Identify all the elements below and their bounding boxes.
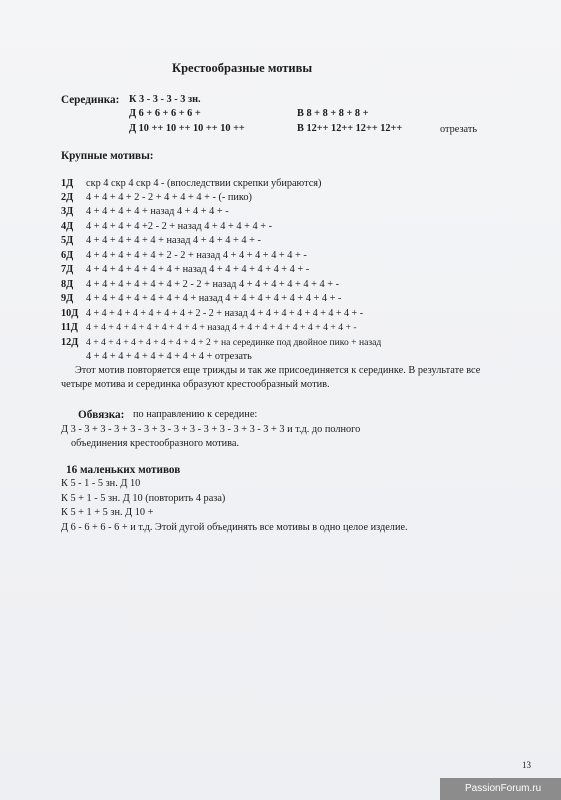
center-d2-row: Д 10 ++ 10 ++ 10 ++ 10 ++: [129, 123, 245, 134]
small-row: Д 6 - 6 + 6 - 6 + и т.д. Этой дугой объединять все мотивы в одно целое изделие.: [61, 522, 408, 533]
center-d-row: Д 6 + 6 + 6 + 6 +: [129, 108, 201, 119]
row-number: 8Д: [61, 279, 74, 290]
page-title: Крестообразные мотивы: [172, 61, 313, 75]
row-text: 4 + 4 + 4 + 4 + 4 + 4 + 4 + 2 - 2 + назад 4 + 4 + 4 + 4 + 4 + 4 + 4 + -: [86, 308, 364, 319]
row-number: 5Д: [61, 235, 74, 246]
small-row: К 5 + 1 + 5 зн. Д 10 +: [61, 507, 154, 518]
binding-line-1: Д 3 - 3 + 3 - 3 + 3 - 3 + 3 - 3 + 3 - 3 + 3 - 3 + 3 - 3 + 3 и т.д. до полного: [61, 424, 361, 435]
row-text: 4 + 4 + 4 + 4 + 4 + 4 + 4 + назад 4 + 4 + 4 + 4 + 4 + 4 + 4 + -: [86, 293, 342, 304]
center-b2-row: В 12++ 12++ 12++ 12++: [297, 123, 403, 134]
row-number: 12Д: [61, 337, 79, 348]
center-b-row: В 8 + 8 + 8 + 8 +: [297, 108, 369, 119]
center-k-row: К 3 - 3 - 3 - 3 зн.: [129, 94, 201, 105]
row-number: 7Д: [61, 264, 74, 275]
row-text: 4 + 4 + 4 + 4 +2 - 2 + назад 4 + 4 + 4 + 4 + -: [86, 221, 273, 232]
note-line-2: четыре мотива и серединка образуют крестообразный мотив.: [61, 379, 330, 390]
row-number: 11Д: [61, 322, 78, 333]
row-text: 4 + 4 + 4 + 4 + 4 + назад 4 + 4 + 4 + 4 + -: [86, 235, 261, 246]
row-text: 4 + 4 + 4 + 4 + 4 + 2 - 2 + назад 4 + 4 + 4 + 4 + 4 + -: [86, 250, 307, 261]
row-12-continuation: 4 + 4 + 4 + 4 + 4 + 4 + 4 + 4 + отрезать: [86, 351, 252, 362]
row-number: 3Д: [61, 206, 74, 217]
row-number: 9Д: [61, 293, 74, 304]
small-motifs-label: 16 маленьких мотивов: [66, 464, 181, 476]
row-text: 4 + 4 + 4 + 4 + назад 4 + 4 + 4 + -: [86, 206, 229, 217]
page-number: 13: [522, 760, 531, 770]
center-label: Серединка:: [61, 94, 120, 106]
row-text: 4 + 4 + 4 + 4 + 4 + 4 + 4 + 4 + 2 + на серединке под двойное пико + назад: [86, 337, 382, 348]
small-row: К 5 - 1 - 5 зн. Д 10: [61, 478, 141, 489]
watermark-text: PassionForum.ru: [465, 783, 542, 794]
row-text: 4 + 4 + 4 + 4 + 4 + 4 + 2 - 2 + назад 4 + 4 + 4 + 4 + 4 + 4 + -: [86, 279, 340, 290]
row-number: 10Д: [61, 308, 79, 319]
small-row: К 5 + 1 - 5 зн. Д 10 (повторить 4 раза): [61, 493, 226, 504]
row-text: 4 + 4 + 4 + 4 + 4 + 4 + 4 + 4 + назад 4 + 4 + 4 + 4 + 4 + 4 + 4 + 4 + -: [86, 322, 357, 333]
row-text: 4 + 4 + 4 + 2 - 2 + 4 + 4 + 4 + - (- пико): [86, 192, 252, 203]
row-number: 2Д: [61, 192, 74, 203]
center-cut: отрезать: [440, 124, 478, 135]
row-number: 1Д: [61, 178, 74, 189]
row-number: 4Д: [61, 221, 74, 232]
row-text: скр 4 скр 4 скр 4 - (впоследствии скрепки убираются): [86, 178, 322, 189]
note-line-1: Этот мотив повторяется еще трижды и так же присоединяется к серединке. В результате все: [75, 365, 481, 376]
row-number: 6Д: [61, 250, 74, 261]
row-text: 4 + 4 + 4 + 4 + 4 + 4 + назад 4 + 4 + 4 + 4 + 4 + 4 + -: [86, 264, 310, 275]
large-motifs-label: Крупные мотивы:: [61, 150, 154, 162]
binding-direction: по направлению к середине:: [133, 409, 258, 420]
binding-line-2: объединения крестообразного мотива.: [71, 438, 240, 449]
binding-label: Обвязка:: [78, 409, 125, 421]
